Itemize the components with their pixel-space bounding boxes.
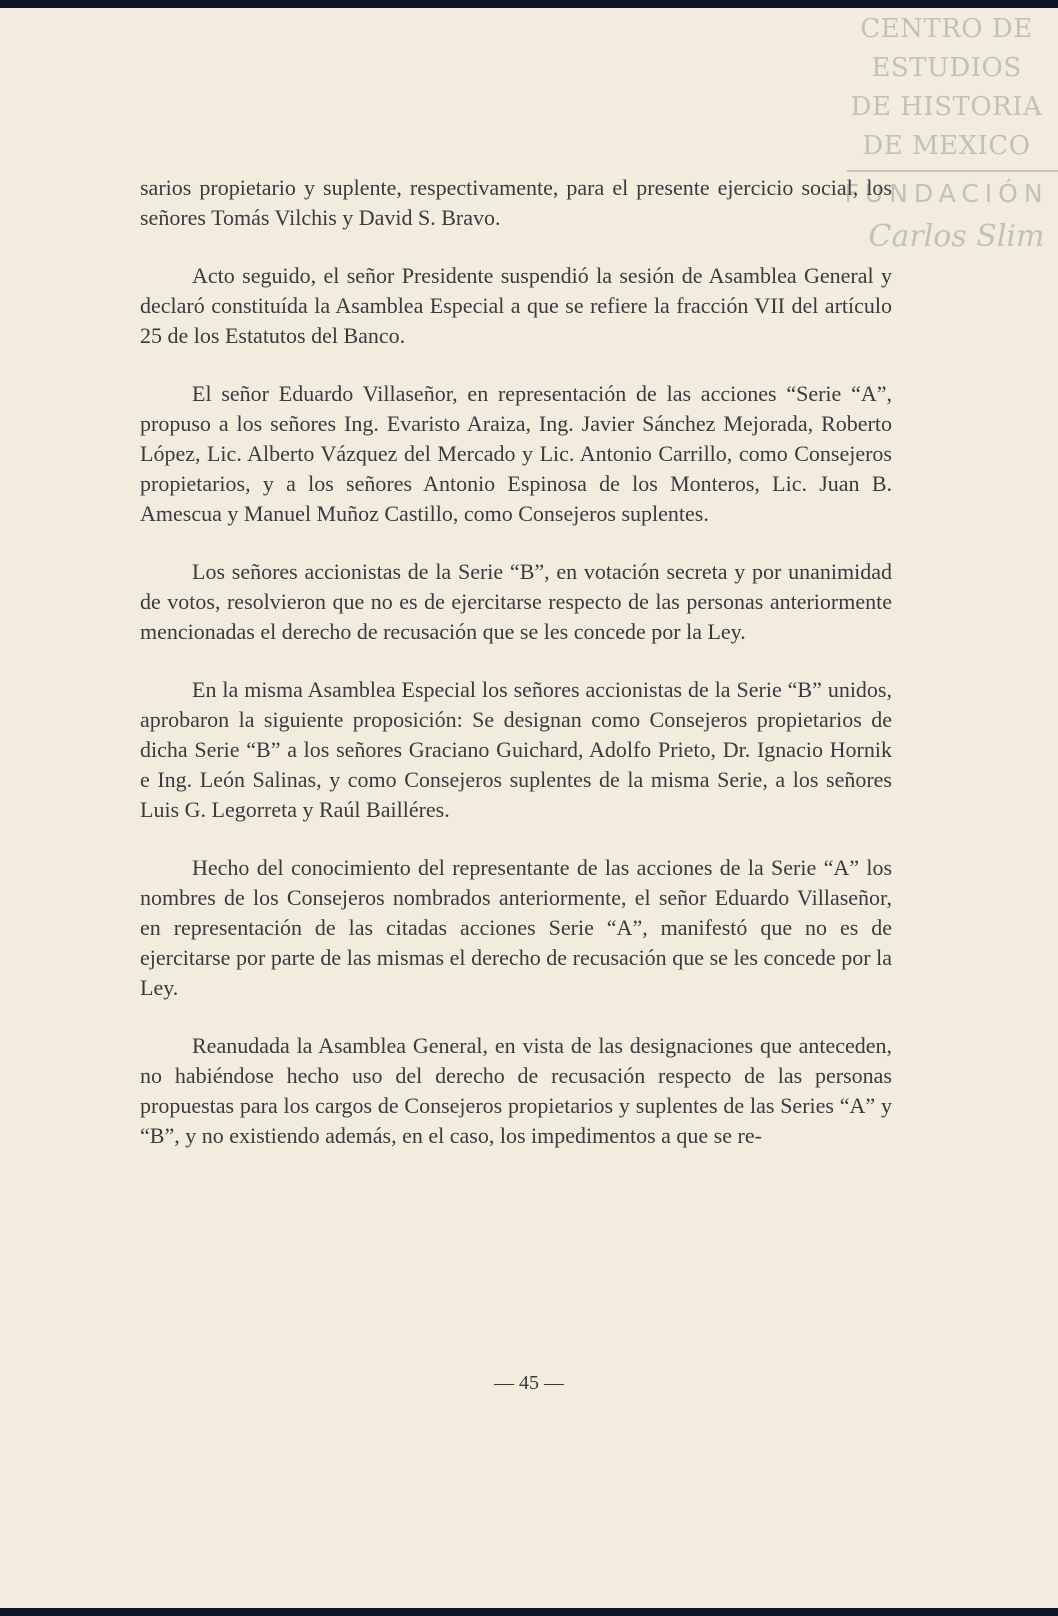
paragraph: El señor Eduardo Villaseñor, en representación de las acciones “Serie “A”, propuso a los señores Ing. Evaristo Araiza, Ing. Javier Sánchez Mejorada, Roberto López, Lic. Alberto Vázquez del Mercado y Lic. Antonio Carrillo, como Consejeros propietarios, y a los señores Antonio Espinosa de los Monteros, Lic. Juan B. Amescua y Manuel Muñoz Castillo, como Consejeros suplentes. — [140, 381, 892, 526]
document-page — [0, 8, 1058, 1608]
watermark-line: CENTRO DE — [860, 14, 1033, 44]
watermark-signature: Carlos Slim — [868, 219, 1045, 254]
paragraph: Hecho del conocimiento del representante de las acciones de la Serie “A” los nombres de los Consejeros nombrados anteriormente, el señor Eduardo Villaseñor, en representación de las citadas acciones Serie “A”, manifestó que no es de ejercitarse por parte de las mismas el derecho de recusación que se les concede por la Ley. — [140, 855, 892, 1000]
watermark-line: DE MEXICO — [862, 131, 1031, 161]
watermark-foundation: FUNDACIÓN — [844, 179, 1049, 208]
document-body — [140, 173, 892, 1179]
paragraph: sarios propietario y suplente, respectivamente, para el presente ejercicio social, los señores Tomás Vilchis y David S. Bravo. — [140, 175, 892, 230]
watermark-line: DE HISTORIA — [850, 92, 1043, 122]
paragraph: En la misma Asamblea Especial los señores accionistas de la Serie “B” unidos, aprobaron la siguiente proposición: Se designan como Consejeros propietarios de dicha Serie “B” a los señores Graciano Guichard, Adolfo Prieto, Dr. Ignacio Hornik e Ing. León Salinas, y como Consejeros suplentes de la misma Serie, a los señores Luis G. Legorreta y Raúl Bailléres. — [140, 677, 892, 822]
paragraph: Los señores accionistas de la Serie “B”, en votación secreta y por unanimidad de votos, resolvieron que no es de ejercitarse respecto de las personas anteriormente mencionadas el derecho de recusación que se les concede por la Ley. — [140, 559, 892, 644]
paragraph: Reanudada la Asamblea General, en vista de las designaciones que anteceden, no habiéndose hecho uso del derecho de recusación respecto de las personas propuestas para los cargos de Consejeros propietarios y suplentes de las Series “A” y “B”, y no existiendo además, en el caso, los impedimentos a que se re- — [140, 1033, 892, 1148]
page-number: — 45 — — [494, 1372, 564, 1394]
watermark-line: ESTUDIOS — [871, 53, 1022, 83]
paragraph: Acto seguido, el señor Presidente suspendió la sesión de Asamblea General y declaró constituída la Asamblea Especial a que se refiere la fracción VII del artículo 25 de los Estatutos del Banco. — [140, 263, 892, 348]
